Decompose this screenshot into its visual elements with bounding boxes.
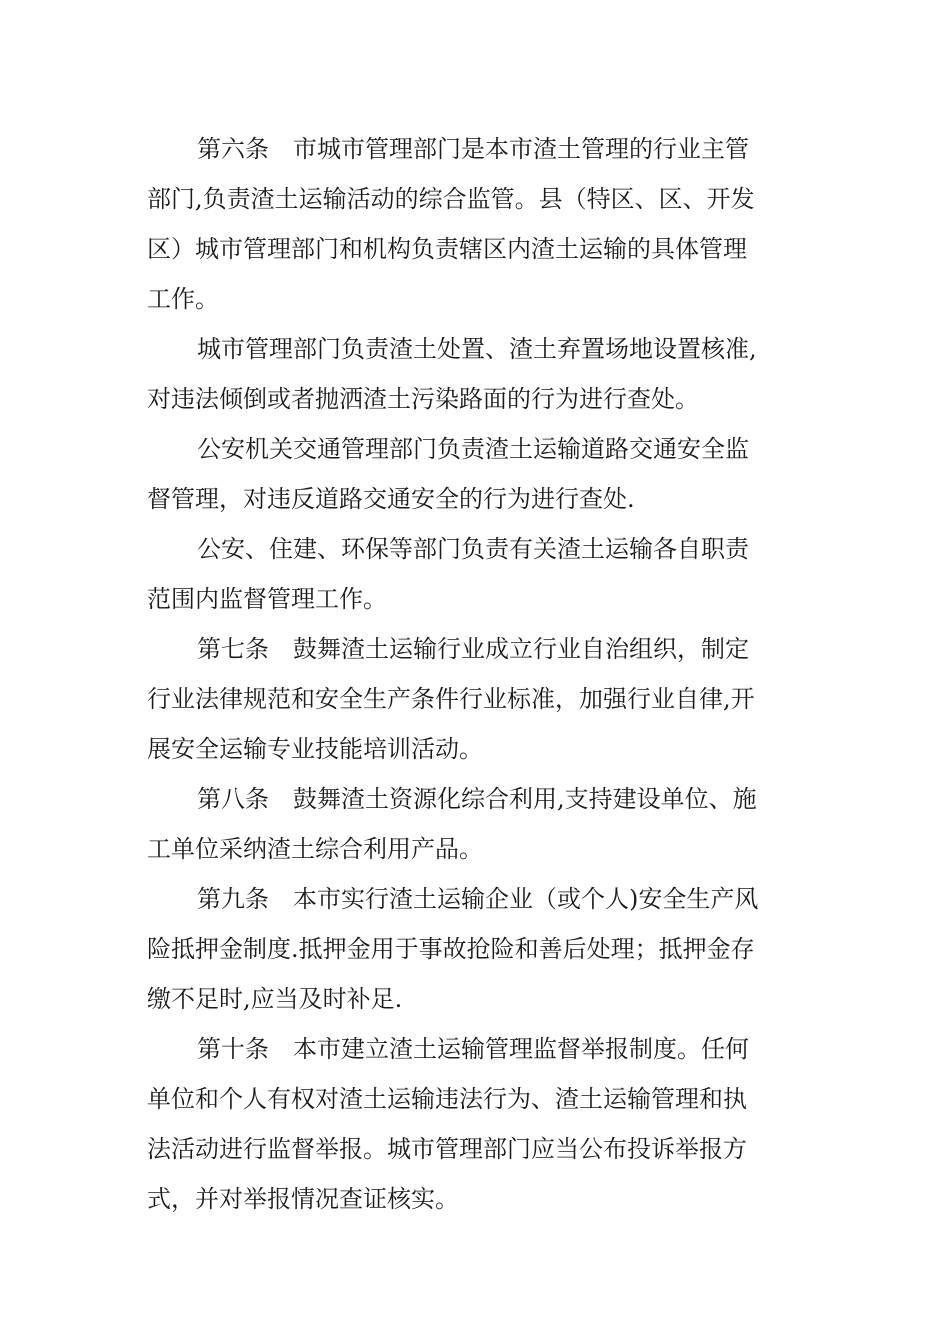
text-line	[0, 1024, 950, 1074]
line-text: 公安、住建、环保等部门负责有关渣土运输各自职责	[197, 535, 749, 563]
line-text: 第七条 鼓舞渣土运输行业成立行业自治组织，制定	[197, 635, 749, 663]
line-text: 行业法律规范和安全生产条件行业标准，加强行业自律,开	[147, 685, 755, 713]
line-text: 单位和个人有权对渣土运输违法行为、渣土运输管理和执	[147, 1085, 747, 1113]
text-line	[0, 424, 950, 474]
text-line	[0, 774, 950, 824]
text-line	[0, 1124, 950, 1174]
text-line	[0, 574, 950, 624]
text-line	[0, 1174, 950, 1224]
text-line	[0, 1074, 950, 1124]
text-line	[0, 824, 950, 874]
line-text: 部门,负责渣土运输活动的综合监管。县（特区、区、开发	[147, 185, 755, 213]
line-text: 城市管理部门负责渣土处置、渣土弃置场地设置核准,	[197, 335, 757, 363]
line-text: 区）城市管理部门和机构负责辖区内渣土运输的具体管理	[147, 235, 747, 263]
line-text: 缴不足时,应当及时补足.	[147, 985, 403, 1013]
text-line	[0, 324, 950, 374]
text-line	[0, 224, 950, 274]
text-line	[0, 374, 950, 424]
line-text: 第十条 本市建立渣土运输管理监督举报制度。任何	[197, 1035, 749, 1063]
line-text: 第六条 市城市管理部门是本市渣土管理的行业主管	[197, 135, 749, 163]
line-text: 法活动进行监督举报。城市管理部门应当公布投诉举报方	[147, 1135, 747, 1163]
text-line	[0, 124, 950, 174]
line-text: 工单位采纳渣土综合利用产品。	[147, 835, 483, 863]
text-line	[0, 474, 950, 524]
line-text: 对违法倾倒或者抛洒渣土污染路面的行为进行查处。	[147, 385, 699, 413]
text-line	[0, 274, 950, 324]
text-line	[0, 174, 950, 224]
line-text: 工作。	[147, 285, 219, 313]
line-text: 公安机关交通管理部门负责渣土运输道路交通安全监	[197, 435, 749, 463]
line-text: 第九条 本市实行渣土运输企业（或个人)安全生产风	[197, 885, 759, 913]
line-text: 范围内监督管理工作。	[147, 585, 387, 613]
text-line	[0, 724, 950, 774]
line-text: 督管理，对违反道路交通安全的行为进行查处.	[147, 485, 635, 513]
line-text: 式，并对举报情况查证核实。	[147, 1185, 459, 1213]
text-line	[0, 874, 950, 924]
text-line	[0, 674, 950, 724]
text-line	[0, 924, 950, 974]
text-line	[0, 524, 950, 574]
line-text: 展安全运输专业技能培训活动。	[147, 735, 483, 763]
text-line	[0, 624, 950, 674]
text-line	[0, 974, 950, 1024]
line-text: 险抵押金制度.抵押金用于事故抢险和善后处理；抵押金存	[147, 935, 755, 963]
line-text: 第八条 鼓舞渣土资源化综合利用,支持建设单位、施	[197, 785, 757, 813]
